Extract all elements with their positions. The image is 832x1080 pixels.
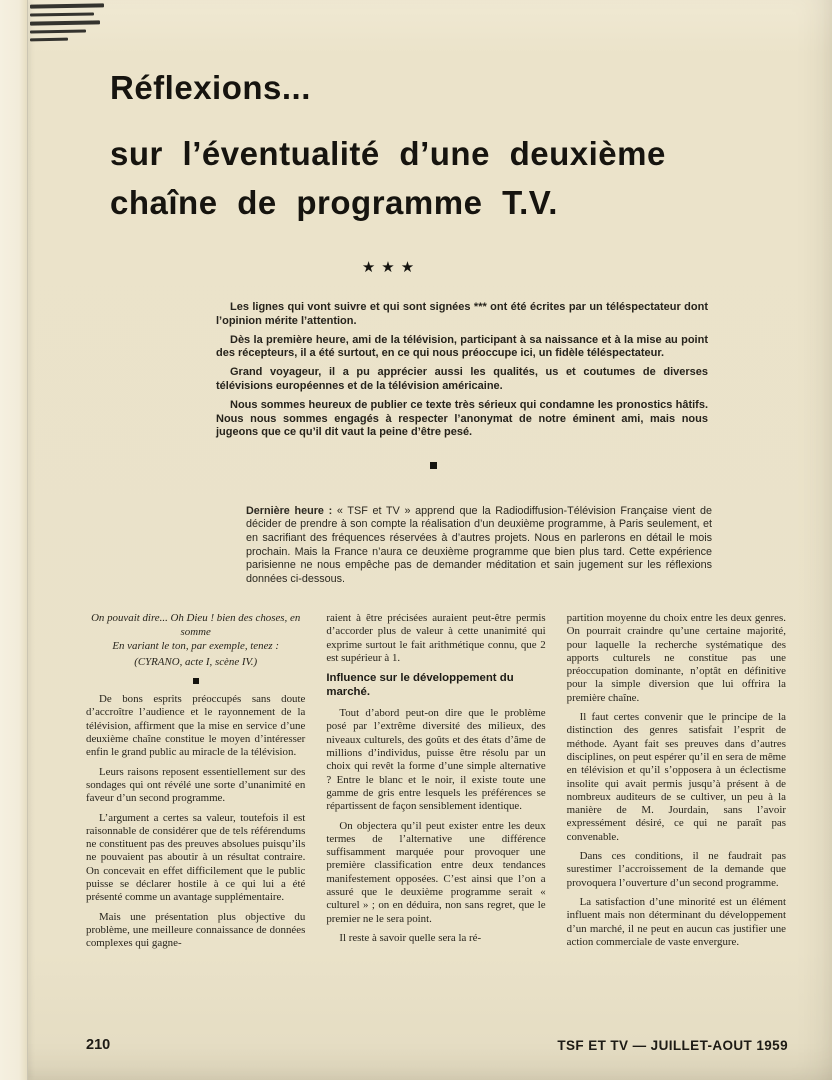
scan-artifact-line xyxy=(30,30,86,34)
scan-artifact-line xyxy=(30,3,104,8)
scan-page-edge xyxy=(0,0,28,1080)
body-paragraph: De bons esprits préoccupés sans doute d’accroître l’audience et le rayonnement de la télévision, affirment que la mise en service d’une deuxième chaîne constitue le moyen d’intéresser enfin le grand public au miracle de la télévision. xyxy=(86,693,306,759)
body-column-2 xyxy=(326,612,545,1042)
body-paragraph: Il reste à savoir quelle sera la ré- xyxy=(339,931,482,944)
title-line-2: sur l’éventualité d’une deuxième xyxy=(110,135,666,172)
intro-paragraph-2: Dès la première heure, ami de la télévision, participant à sa naissance et à la mise au point des récepteurs, il a été surtout, en ce qui nous préoccupe ici, un fidèle téléspectateur. xyxy=(216,333,708,360)
scan-artifact-line xyxy=(30,20,100,25)
body-column-1 xyxy=(86,612,305,1042)
editorial-intro-block xyxy=(216,301,708,445)
body-column-3 xyxy=(567,612,786,1042)
body-paragraph-continuation: partition moyenne du choix entre les deux genres. On pourrait craindre qu’une certaine majorité, pour laquelle la recherche systématique des apports culturels ne constitue pas une préoccupation dominante, n’optât en définitive pour la simple diversion que lui offrira la première chaîne. xyxy=(566,612,786,704)
square-separator-icon xyxy=(193,678,199,684)
epigraph-line-1: On pouvait dire... Oh Dieu ! bien des choses, en somme xyxy=(91,612,301,638)
scan-artifact-line xyxy=(30,12,94,16)
body-paragraph: Mais une présentation plus objective du problème, une meilleure connaissance de données complexes qui gagne- xyxy=(86,910,306,950)
epigraph-line-2: En variant le ton, par exemple, tenez : xyxy=(112,639,279,652)
article-body-columns xyxy=(86,612,786,1042)
body-paragraph: Tout d’abord peut-on dire que le problème posé par l’extrême diversité des milieux, des niveaux culturels, des goûts et des états d’âme de millions d’individus, puisse être résolu par un choix qui revêt la forme d’une simple alternative ? Entre le blanc et le noir, il existe toute une gamme de gris entre lesquels les préférences se répartissent de façon sensiblement identique. xyxy=(326,707,546,813)
byline-stars: ★★★ xyxy=(361,260,421,276)
body-paragraph: On objectera qu’il peut exister entre les deux termes de l’alternative une différence suffisamment marquée pour provoquer une première classification entre deux tendances manifestement opposées. C’est ainsi que l’on a assuré que le deuxième programme serait « culturel » ; on en déduira, non sans regret, que le premier ne le sera point. xyxy=(326,819,546,925)
body-paragraph-continuation: raient à être précisées auraient peut-être permis d’accorder plus de valeur à cette unanimité qui exprime surtout le fait arithmétique connu, que 2 est supérieur à 1. xyxy=(326,612,546,664)
body-paragraph: L’argument a certes sa valeur, toutefois il est raisonnable de considérer que de tels référendums ne constituent pas des preuves absolues puisqu’ils ne pouvaient pas aboutir à un résultat contraire. On concevait en effet difficilement que le public puisse se déclarer hostile à ce qui lui a été présenté comme un avantage supplémentaire. xyxy=(86,811,306,904)
epigraph xyxy=(86,612,305,670)
intro-paragraph-4: Nous sommes heureux de publier ce texte très sérieux qui condamne les pronostics hâtifs. Nous nous sommes engagés à respecter l’anonymat de notre éminent ami, mais nous jugeons que ce qu’il dit vaut la peine d’être pesé. xyxy=(216,398,708,439)
article-title xyxy=(110,70,750,221)
page-number: 210 xyxy=(86,1037,111,1053)
intro-paragraph-3: Grand voyageur, il a pu apprécier aussi les qualités, us et coutumes de diverses télévisions européennes et de la télévision américaine. xyxy=(216,366,708,392)
intro-paragraph-1: Les lignes qui vont suivre et qui sont signées *** ont été écrites par un téléspectateur dont l’opinion mérite l’attention. xyxy=(216,301,708,327)
epigraph-attribution: (CYRANO, acte I, scène IV.) xyxy=(134,656,258,669)
title-line-3: chaîne de programme T.V. xyxy=(110,184,558,221)
derniere-heure-text: « TSF et TV » apprend que la Radiodiffusion-Télévision Française vient de décider de prendre à son compte la réalisation d’un deuxième programme, à Paris seulement, et en sacrifiant des fréquences réservées à d’autres projets. Nous en parlerons en détail le mois prochain. Mais la France n’aura ce deuxième programme que bien plus tard. Cette expérience parisienne ne nous empêche pas de demander méditation et sain jugement sur les réflexions données ci-dessous. xyxy=(246,504,713,585)
section-heading: Influence sur le développement du marché. xyxy=(326,672,514,699)
journal-footer-title: TSF ET TV — JUILLET-AOUT 1959 xyxy=(557,1038,788,1053)
body-paragraph: Leurs raisons reposent essentiellement sur des sondages qui ont révélé une sorte d’unanimité en faveur d’un second programme. xyxy=(86,765,306,805)
title-line-1: Réflexions... xyxy=(110,69,311,106)
scan-artifact-line xyxy=(30,38,68,42)
derniere-heure-label: Dernière heure : xyxy=(246,504,333,517)
square-separator-icon xyxy=(430,462,437,469)
body-paragraph: La satisfaction d’une minorité est un élément influent mais non déterminant du développement d’un marché, il ne peut en aucun cas justifier une action commerciale de vaste envergure. xyxy=(566,895,786,948)
derniere-heure-note xyxy=(246,505,712,587)
body-paragraph: Il faut certes convenir que le principe de la distinction des genres satisfait l’esprit de méthode. Ayant fait ses preuves dans d’autres disciplines, on peut espérer qu’il en sera de même en télévision et qu’il s’opposera à un éclectisme insolite qui avait permis jusqu’à présent à de nombreux auditeurs de se cultiver, un peu à la manière de M. Jourdain, sans l’avoir expressément désiré, ce qui ne paraît pas convenable. xyxy=(566,711,786,843)
body-paragraph: Dans ces conditions, il ne faudrait pas surestimer l’accroissement de la demande que provoquera l’ouverture d’un second programme. xyxy=(566,850,786,889)
